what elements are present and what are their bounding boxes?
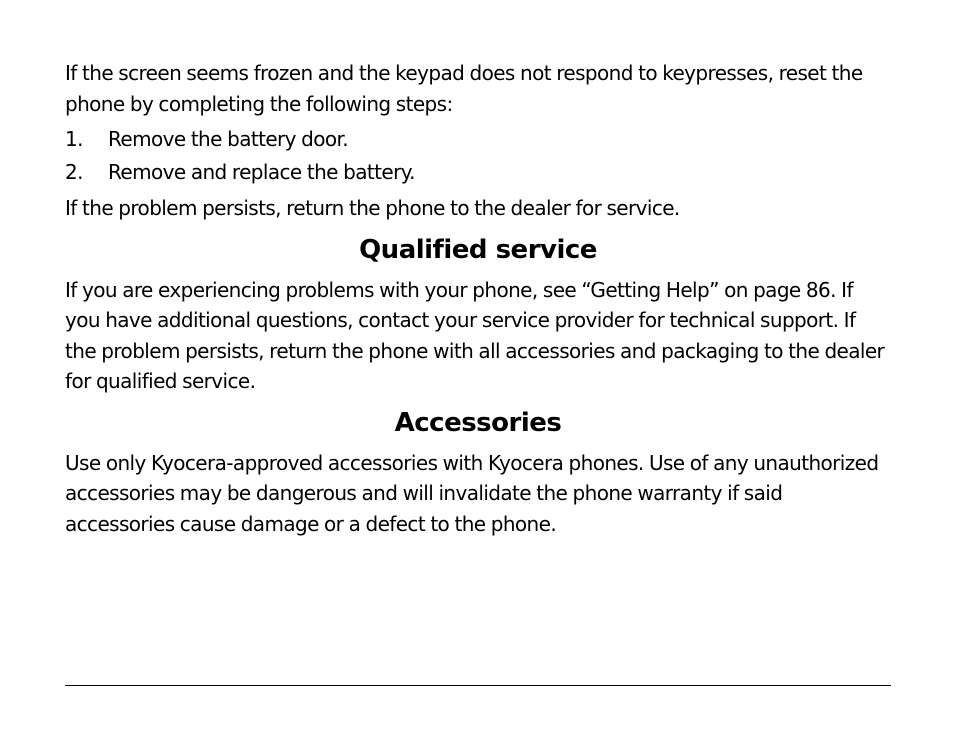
step-number: 1.: [65, 127, 83, 151]
document-page: [65, 58, 891, 539]
reset-intro-paragraph: If the screen seems frozen and the keypad does not respond to keypresses, reset the phone by completing the following steps:: [65, 61, 863, 116]
step-text: Remove and replace the battery.: [108, 160, 415, 184]
footer-divider: [65, 685, 891, 686]
accessories-heading: Accessories: [394, 407, 562, 438]
list-item: [65, 123, 891, 156]
accessories-paragraph: Use only Kyocera-approved accessories with Kyocera phones. Use of any unauthorized accessories may be dangerous and will invalidate the phone warranty if said accessories cause damage or a defect to the phone.: [65, 450, 879, 536]
reset-followup-paragraph: If the problem persists, return the phone to the dealer for service.: [65, 196, 680, 220]
qualified-service-paragraph: If you are experiencing problems with your phone, see “Getting Help” on page 86. If you have additional questions, contact your service provider for technical support. If the problem persists, return the phone with all accessories and packaging to the dealer for qualified service.: [65, 277, 885, 393]
qualified-service-heading: Qualified service: [359, 234, 597, 265]
reset-steps-list: [65, 123, 891, 189]
step-text: Remove the battery door.: [108, 127, 349, 151]
step-number: 2.: [65, 160, 83, 184]
list-item: [65, 156, 891, 189]
